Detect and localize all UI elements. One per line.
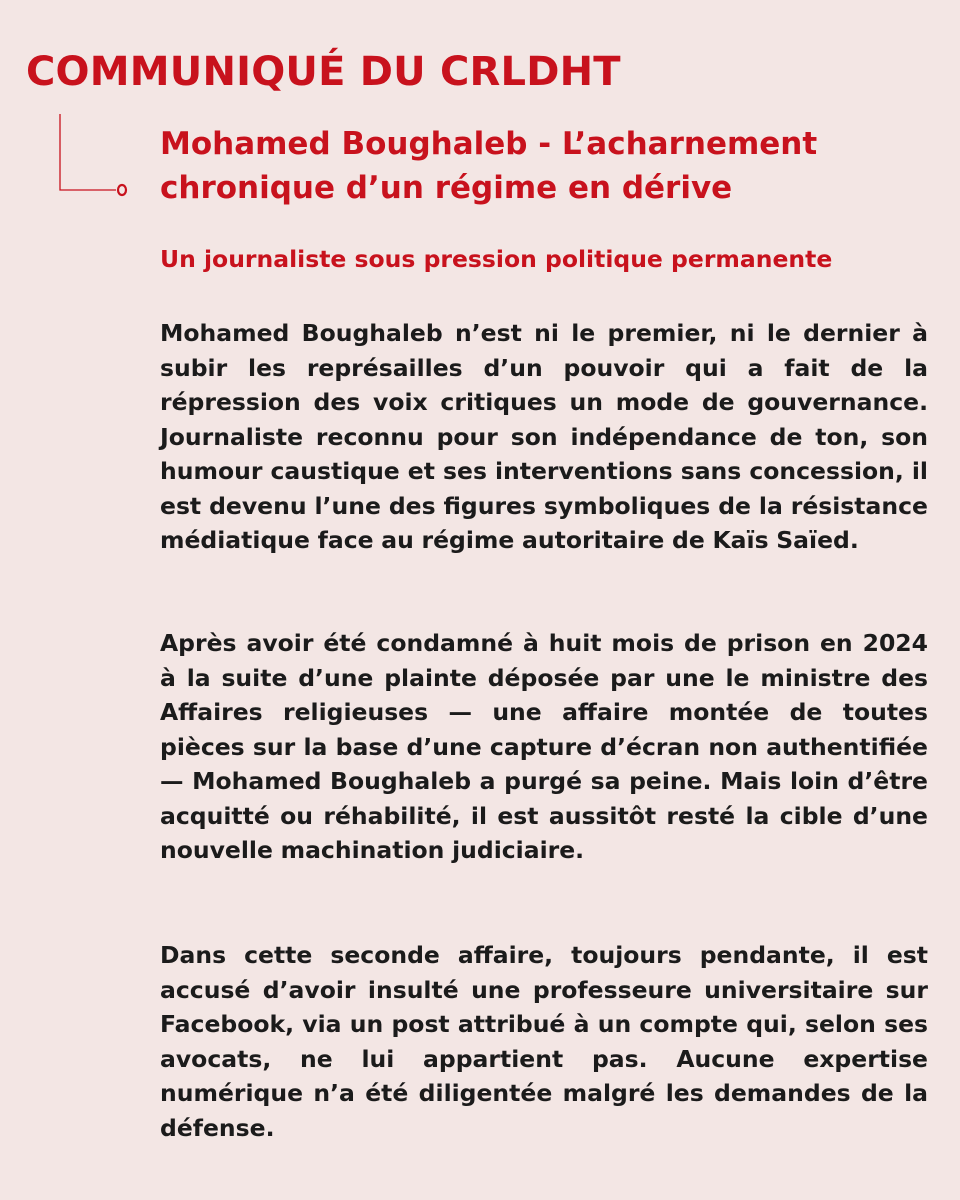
communique-title: COMMUNIQUÉ DU CRLDHT xyxy=(26,49,621,95)
body-paragraph-3: Dans cette seconde affaire, toujours pendante, il est accusé d’avoir insulté une professeure universitaire sur Facebook, via un post attribué à un compte qui, selon ses avocats, ne lui appartient pas. Aucune expertise numérique n’a été diligentée malgré les demandes de la défense. xyxy=(160,941,928,1142)
connector-line-icon xyxy=(58,114,130,200)
article-title-line-2: chronique d’un régime en dérive xyxy=(160,170,733,206)
article-title xyxy=(160,122,940,210)
article-title-line-1: Mohamed Boughaleb - L’acharnement xyxy=(160,126,818,162)
body-paragraph-2: Après avoir été condamné à huit mois de prison en 2024 à la suite d’une plainte déposée par une le ministre des Affaires religieuses — une affaire montée de toutes pièces sur la base d’une capture d’écran non authentifiée — Mohamed Boughaleb a purgé sa peine. Mais loin d’être acquitté ou réhabilité, il est aussitôt resté la cible d’une nouvelle machination judiciaire. xyxy=(160,629,928,864)
section-subtitle: Un journaliste sous pression politique permanente xyxy=(160,245,833,273)
body-paragraph-1: Mohamed Boughaleb n’est ni le premier, ni le dernier à subir les représailles d’un pouvoir qui a fait de la répression des voix critiques un mode de gouvernance. Journaliste reconnu pour son indépendance de ton, son humour caustique et ses interventions sans concession, il est devenu l’une des figures symboliques de la résistance médiatique face au régime autoritaire de Kaïs Saïed. xyxy=(160,319,928,554)
